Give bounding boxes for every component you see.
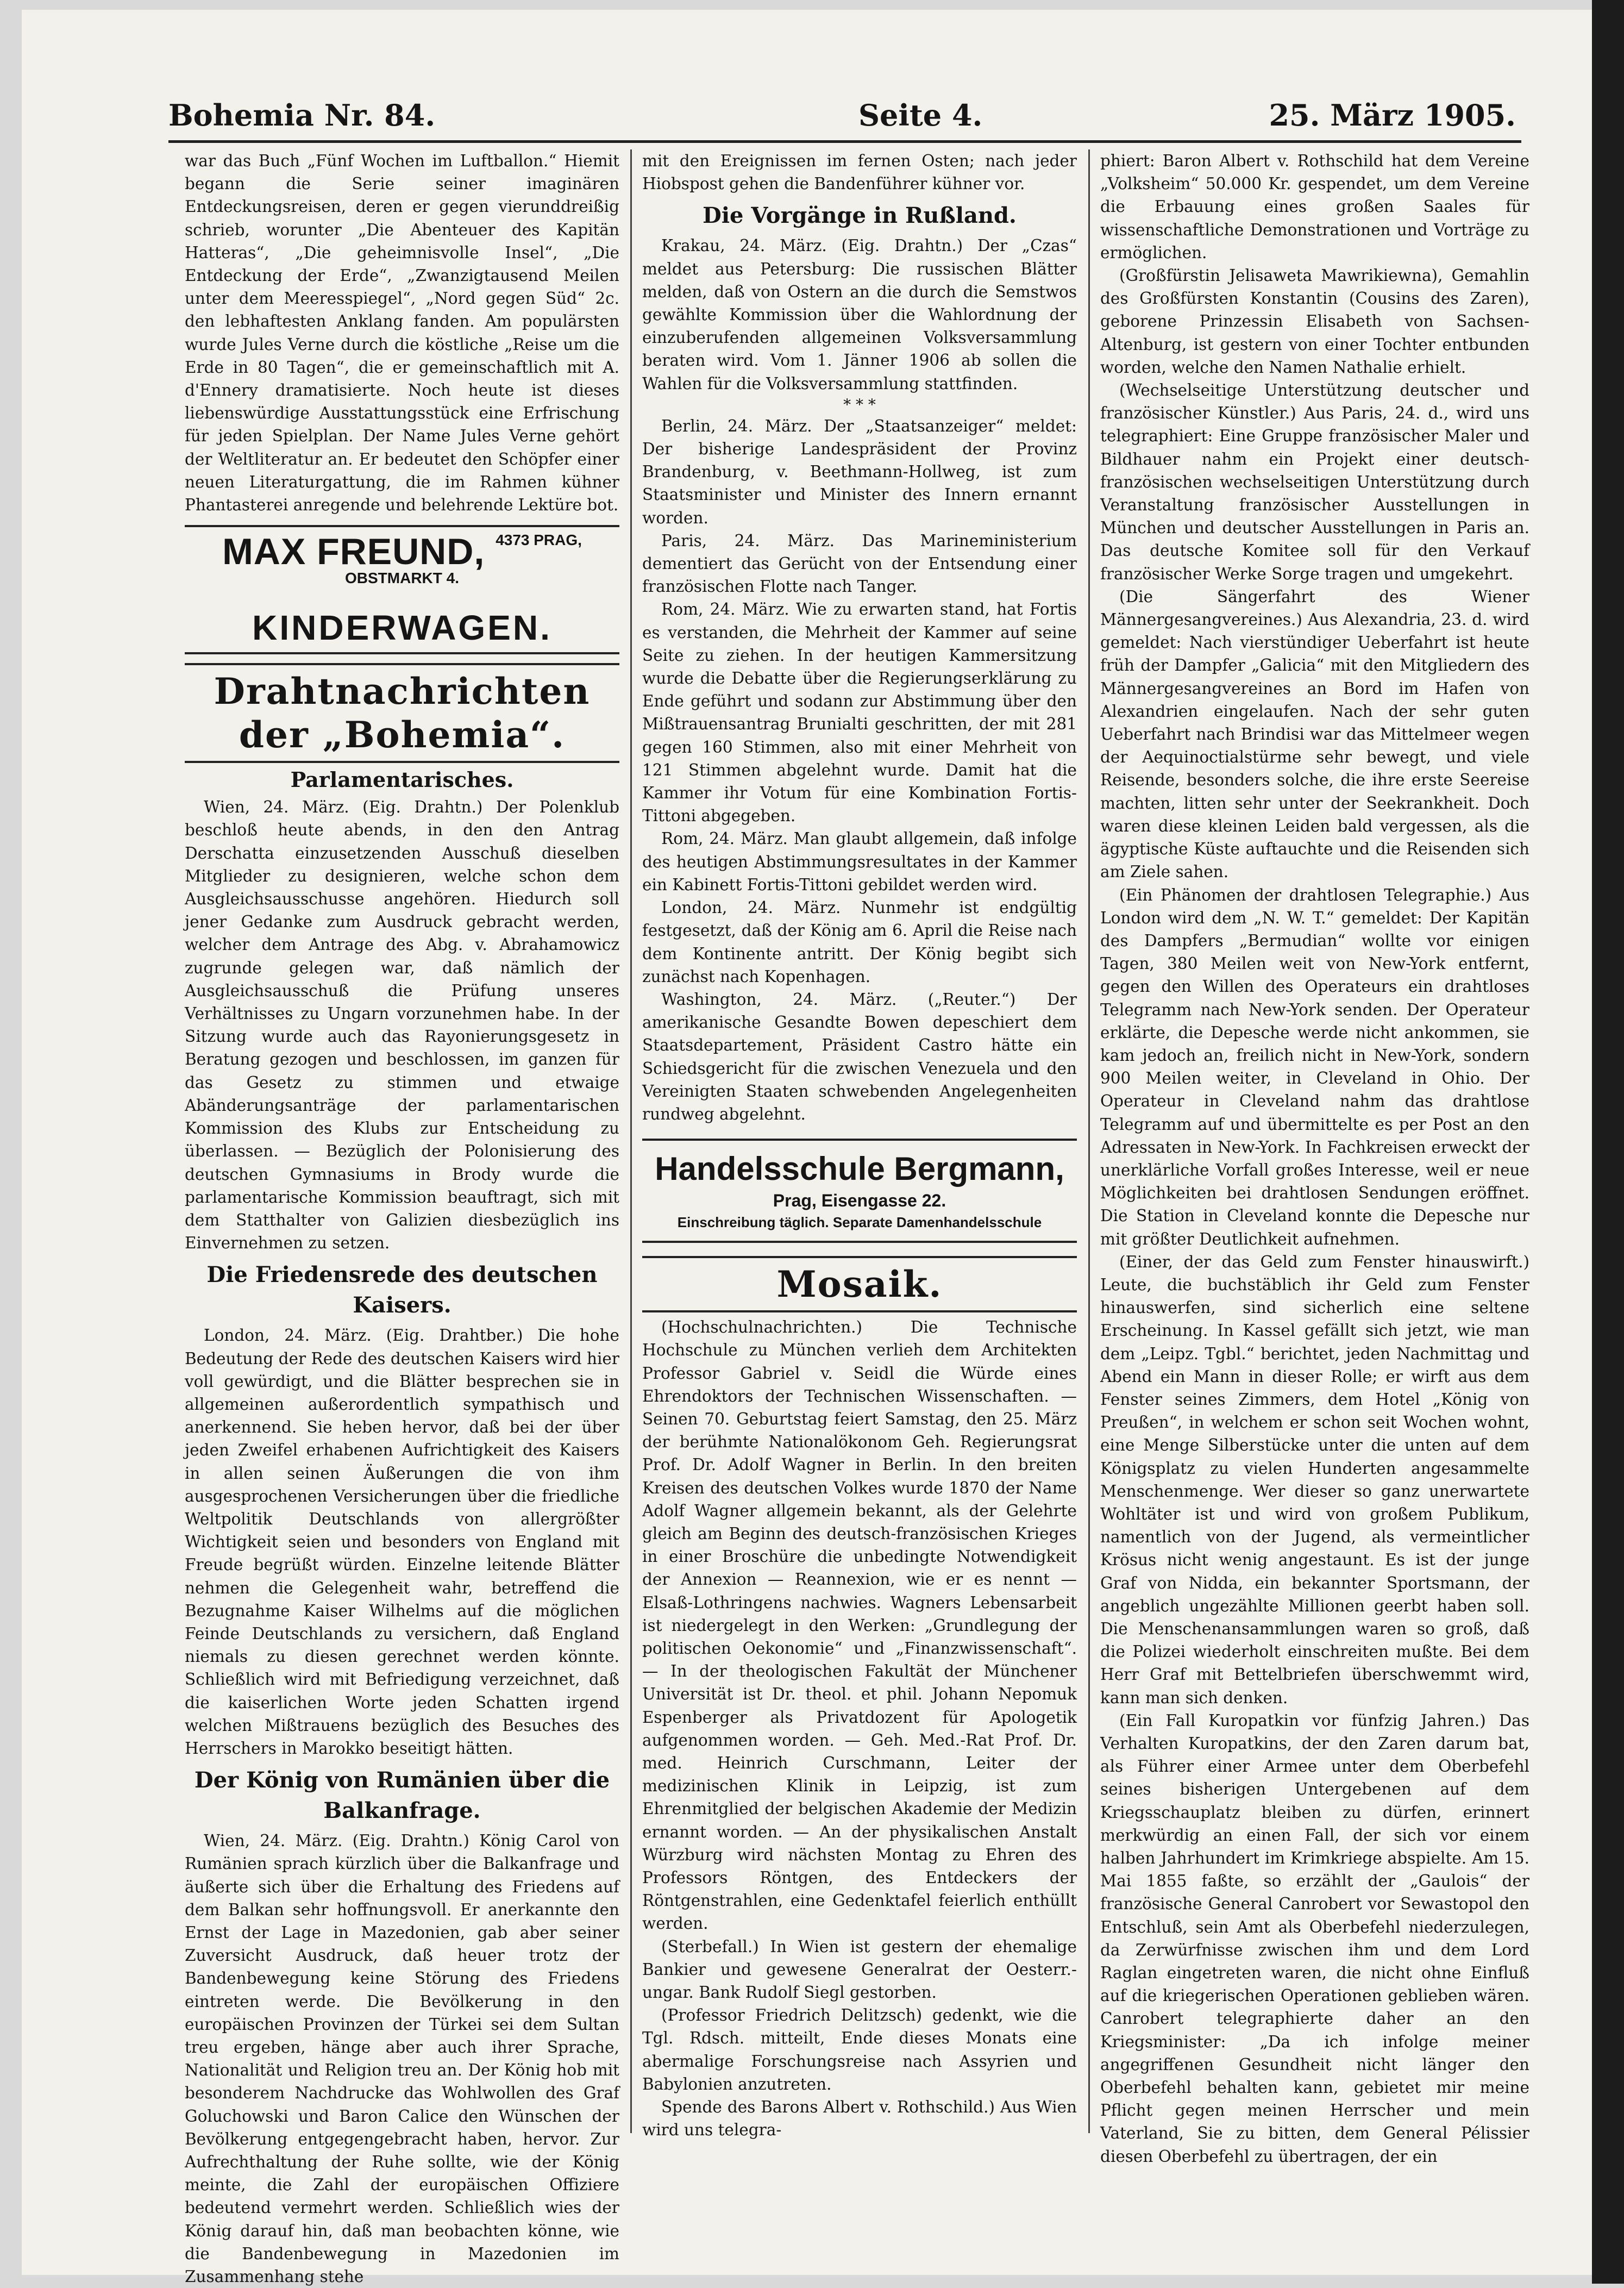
subheading-parlamentarisches: Parlamentarisches. xyxy=(290,767,514,792)
scan-border xyxy=(1592,0,1624,2284)
article-continuation: phiert: Baron Albert v. Rothschild hat dem Vereine „Volksheim“ 50.000 Kr. gespendet, um dem Vereine die Erbauung eines großen Saales für wissenschaftliche Demonstrationen und Vorträge zu ermöglichen. xyxy=(1100,152,1529,262)
news-item: Paris, 24. März. Das Marineministerium dementiert das Gerücht von der Entsendung einer französischen Flotte nach Tanger. xyxy=(642,531,1077,596)
mosaik-item: (Einer, der das Geld zum Fenster hinauswirft.) Leute, die buchstäblich ihr Geld zum Fenster hinauswerfen, sind sicherlich eine seltene Erscheinung. In Kassel gefällt sich jetzt, wie man dem „Leipz. Tgbl.“ berichtet, jeden Nachmittag und Abend ein Mann in dieser Rolle; er wirft aus dem Fenster seines Zimmers, dem Hotel „König von Preußen“, in welchem er schon seit Wochen wohnt, eine Menge Silberstücke unter die unten auf dem Königsplatz zu vielen Hunderten angesammelte Menschenmenge. Wer dieser so ganz unerwartete Wohltäter ist und wird von großem Publikum, namentlich von der Jugend, als vermeintlicher Krösus nicht wenig angestaunt. Es ist der junge Graf von Nidda, ein bekannter Sportsmann, der angeblich ungezählte Millionen geerbt haben soll. Die Menschenansammlungen waren so groß, daß die Polizei wiederholt einschreiten mußte. Bei dem Herr Graf mit Bettelbriefen überschwemmt wird, kann man sich denken. xyxy=(1100,1252,1529,1707)
ad-school-name: Handelsschule Bergmann, xyxy=(655,1151,1064,1187)
news-item: Wien, 24. März. (Eig. Drahtn.) König Carol von Rumänien sprach kürzlich über die Balkanfrage und äußerte sich über die Erhaltung des Friedens auf dem Balkan sehr hoffnungsvoll. Er anerkannte den Ernst der Lage in Mazedonien, gab aber seiner Zuversicht Ausdruck, daß heuer trotz der Bandenbewegung keine Störung des Friedens eintreten werde. Die Bevölkerung in den europäischen Provinzen der Türkei sei dem Sultan treu ergeben, hänge aber auch ihrer Sprache, Nationalität und Religion treu an. Der König hob mit besonderem Nachdrucke das Wohlwollen des Graf Goluchowski und Baron Calice den Wünschen der Bevölkerung entgegengebracht haben, hervor. Zur Aufrechthaltung der Ruhe sollte, wie der König meinte, die Zahl der europäischen Offiziere bedeutend vermehrt werden. Schließlich wies der König darauf hin, daß man beobachten könne, wie die Bandenbewegung in Mazedonien im Zusammenhang stehe xyxy=(185,1831,619,2286)
news-item: Washington, 24. März. („Reuter.“) Der amerikanische Gesandte Bowen depeschiert dem Staatsdepartement, Präsident Castro hätte ein Schiedsgericht für die zwischen Venezuela und den Vereinigten Staaten schwebenden Angelegenheiten rundweg abgelehnt. xyxy=(642,990,1077,1123)
news-item: London, 24. März. (Eig. Drahtber.) Die hohe Bedeutung der Rede des deutschen Kaisers wird hier voll gewürdigt, und die Blätter besprechen sie in allgemeinen außerordentlich sympathisch und anerkennend. Sie heben hervor, daß bei der über jeden Zweifel erhabenen Aufrichtigkeit des Kaisers in allen seinen Äußerungen die von ihm ausgesprochenen Versicherungen über die friedliche Weltpolitik Deutschlands von allergrößter Wichtigkeit seien und besonders von England mit Freude begrüßt würden. Einzelne leitende Blätter nehmen die Gelegenheit wahr, betreffend die Bezugnahme Kaiser Wilhelms auf die möglichen Feinde Deutschlands zu versichern, daß England niemals zu diesen gerechnet werden könnte. Schließlich wird mit Befriedigung verzeichnet, daß die kaiserlichen Worte jeden Schatten irgend welchen Mißtrauens bezüglich des Besuches des Herrschers in Marokko beseitigt hätten. xyxy=(185,1326,619,1758)
news-item: Rom, 24. März. Man glaubt allgemein, daß infolge des heutigen Abstimmungsresultates in der Kammer ein Kabinett Fortis-Tittoni gebildet werden wird. xyxy=(642,829,1077,894)
news-item: Krakau, 24. März. (Eig. Drahtn.) Der „Czas“ meldet aus Petersburg: Die russischen Blätter melden, daß von Ostern an die durch die Semstwos gewählte Kommission über die Wahlordnung der einzuberufenden allgemeinen Volksversammlung beraten wird. Vom 1. Jänner 1906 ab sollen die Wahlen für die Volksversammlung stattfinden. xyxy=(642,236,1077,393)
section-title-drahtnachrichten: Drahtnachrichten der „Bohemia“. xyxy=(185,663,619,763)
column-1 xyxy=(185,149,619,2286)
article-continuation: mit den Ereignissen im fernen Osten; nach jeder Hiobspost gehen die Bandenführer kühner vor. xyxy=(642,152,1077,193)
mosaik-item: (Die Sängerfahrt des Wiener Männergesangvereines.) Aus Alexandria, 23. d. wird gemeldet: Nach vierstündiger Ueberfahrt ist heute früh der Dampfer „Galicia“ mit den Mitgliedern des Männergesangvereines an Bord im Hafen von Alexandrien eingelaufen. Nach der sehr guten Ueberfahrt nach Brindisi war das Mittelmeer wegen der Aequinoctialstürme sehr bewegt, und viele Reisende, besonders solche, die ihre erste Seereise machten, litten sehr unter der Seekrankheit. Doch waren diese kleinen Leiden bald vergessen, als die ägyptische Küste auftauchte und die Reisenden sich am Ziele sahen. xyxy=(1100,587,1529,882)
ad-school-address: Prag, Eisengasse 22. xyxy=(773,1191,946,1211)
mosaik-item: Spende des Barons Albert v. Rothschild.) Aus Wien wird uns telegra- xyxy=(642,2098,1077,2140)
column-3 xyxy=(1100,149,1529,2166)
advertisement-handelsschule xyxy=(642,1139,1077,1243)
mosaik-item: (Großfürstin Jelisaweta Mawrikiewna), Gemahlin des Großfürsten Konstantin (Cousins des Zaren), geborene Prinzessin Elisabeth von Sachsen-Altenburg, ist gestern von einer Tochter entbunden worden, welche den Namen Nathalie erhielt. xyxy=(1100,266,1529,377)
news-item: London, 24. März. Nunmehr ist endgültig festgesetzt, daß der König am 6. April die Reise nach dem Kontinente antritt. Der König begibt sich zunächst nach Kopenhagen. xyxy=(642,898,1077,986)
article-continuation: war das Buch „Fünf Wochen im Luftballon.“ Hiemit begann die Serie seiner imaginären Entdeckungsreisen, deren er gegen vierunddreißig schrieb, worunter „Die Abenteuer des Kapitän Hatteras“, „Die geheimnisvolle Insel“, „Die Entdeckung der Erde“, „Zwanzigtausend Meilen unter dem Meeresspiegel“, „Nord gegen Süd“ 2c. den lebhaftesten Anklang fanden. Am populärsten wurde Jules Verne durch die köstliche „Reise um die Erde in 80 Tagen“, die er gemeinschaftlich mit A. d'Ennery dramatisierte. Noch heute ist dieses liebenswürdige Ausstattungsstück eine Erfrischung für jeden Spielplan. Der Name Jules Verne gehört der Weltliteratur an. Er bedeutet den Schöpfer einer neuen Literaturgattung, die im Rahmen kühner Phantasterei anregende und belehrende Lektüre bot. xyxy=(185,152,619,515)
mosaik-item: (Professor Friedrich Delitzsch) gedenkt, wie die Tgl. Rdsch. mitteilt, Ende dieses Monats eine abermalige Forschungsreise nach Assyrien und Babylonien anzutreten. xyxy=(642,2006,1077,2093)
section-title-mosaik: Mosaik. xyxy=(642,1256,1077,1312)
news-item: Wien, 24. März. (Eig. Drahtn.) Der Polenklub beschloß heute abends, in den den Antrag Derschatta einzusetzenden Ausschuß dieselben Mitglieder zu designieren, welche schon dem Ausgleichsausschusse angehören. Hiedurch soll jener Gedanke zum Ausdruck gebracht werden, welcher dem Antrage des Abg. v. Abrahamowicz zugrunde gelegen war, daß nämlich der Ausgleichsausschuß die Prüfung unseres Verhältnisses zu Ungarn vorzunehmen habe. In der Sitzung wurde auch das Rayonierungsgesetz in Beratung gezogen und beschlossen, im ganzen für das Gesetz zu stimmen und etwaige Abänderungsanträge der parlamentarischen Kommission des Klubs zur Entscheidung zu überlassen. — Bezüglich der Polonisierung des deutschen Gymnasiums in Brody wurde die parlamentarische Kommission beauftragt, sich mit dem Statthalter von Galizien diesbezüglich ins Einvernehmen zu setzen. xyxy=(185,798,619,1253)
news-item: Rom, 24. März. Wie zu erwarten stand, hat Fortis es verstanden, die Mehrheit der Kammer auf seine Seite zu ziehen. In der heutigen Kammersitzung wurde die Debatte über die Regierungserklärung zu Ende geführt und sodann zur Abstimmung über den Mißtrauensantrag Brunialti geschritten, der mit 281 gegen 160 Stimmen, also mit einer Mehrheit von 121 Stimmen abgelehnt wurde. Damit hat die Kammer ihr Votum für eine Kombination Fortis-Tittoni abgegeben. xyxy=(642,600,1077,826)
ad-product: KINDERWAGEN. xyxy=(252,608,552,648)
mosaik-item: (Wechselseitige Unterstützung deutscher und französischer Künstler.) Aus Paris, 24. d., wird uns telegraphiert: Eine Gruppe französischer Maler und Bildhauer nahm ein Projekt einer deutsch-französischen wechselseitigen Unterstützung durch Veranstaltung französischer Ausstellungen in München und deutscher Ausstellungen in Paris an. Das deutsche Komitee soll für den Verkauf französischer Werke Sorge tragen und umgekehrt. xyxy=(1100,381,1529,583)
mosaik-item: (Sterbefall.) In Wien ist gestern der ehemalige Bankier und gewesene Generalrat der Oesterr.-ungar. Bank Rudolf Siegl gestorben. xyxy=(642,1937,1077,2002)
ad-name: MAX FREUND, xyxy=(222,531,485,573)
page-header xyxy=(147,92,1527,141)
header-rule xyxy=(168,140,1521,143)
header-date: 25. März 1905. xyxy=(1269,98,1516,133)
subheading-russland: Die Vorgänge in Rußland. xyxy=(703,203,1017,229)
mosaik-item: (Ein Fall Kuropatkin vor fünfzig Jahren.) Das Verhalten Kuropatkins, der den Zaren darum bat, als Führer einer Armee unter dem Oberbefehl seines bisherigen Untergebenen auf dem Kriegsschauplatz bleiben zu dürfen, erinnert merkwürdig an einen Fall, der sich vor einem halben Jahrhundert im Krimkriege abspielte. Am 15. Mai 1855 faßte, so erzählt der „Gaulois“ der französische General Canrobert vor Sewastopol den Entschluß, sein Amt als Oberbefehl niederzulegen, da Zerwürfnisse zwischen ihm und dem Lord Raglan eingetreten waren, die nicht ohne Einfluß auf die kriegerischen Operationen geblieben wären. Canrobert telegraphierte daher an den Kriegsminister: „Da ich infolge meiner angegriffenen Gesundheit nicht länger den Oberbefehl behalten kann, gebietet mir meine Pflicht gegen meinen Herrscher und mein Vaterland, Sie zu bitten, dem General Pélissier diesen Oberbefehl zu übertragen, der ein xyxy=(1100,1711,1529,2166)
subheading-rumaenien: Der König von Rumänien über die Balkanfrage. xyxy=(194,1767,610,1824)
column-divider xyxy=(1088,149,1090,2133)
ad-school-note: Einschreibung täglich. Separate Damenhandelsschule xyxy=(677,1214,1042,1231)
mosaik-item: (Ein Phänomen der drahtlosen Telegraphie.) Aus London wird dem „N. W. T.“ gemeldet: Der Kapitän des Dampfers „Bermudian“ wollte vor einigen Tagen, 380 Meilen weit von New-York entfernt, gegen den Willen des Operateurs ein drahtloses Telegramm nach New-York senden. Der Operateur erklärte, die Depesche werde nicht ankommen, sie kam jedoch an, freilich nicht in New-York, sondern 900 Meilen weiter, in Cleveland in Ohio. Der Operateur in Cleveland nahm das drahtlose Telegramm auf und übermittelte es per Post an den Adressaten in New-York. In Fachkreisen erweckt der unerklärliche Vorfall großes Interesse, weil er neue Möglichkeiten bei drahtlosen Sendungen eröffnet. Die Station in Cleveland konnte die Depesche nur mit größter Deutlichkeit aufnehmen. xyxy=(1100,885,1529,1248)
ad-address: 4373 PRAG, OBSTMARKT 4. xyxy=(345,532,582,587)
separator-stars: * * * xyxy=(843,395,876,414)
news-item: Berlin, 24. März. Der „Staatsanzeiger“ meldet: Der bisherige Landespräsident der Provinz Brandenburg, v. Beethmann-Hollweg, ist zum Staatsminister und Minister des Innern ernannt worden. xyxy=(642,416,1077,527)
column-divider xyxy=(630,149,632,2133)
header-issue: Bohemia Nr. 84. xyxy=(168,98,436,133)
mosaik-item: (Hochschulnachrichten.) Die Technische Hochschule zu München verlieh dem Architekten Professor Gabriel v. Seidl die Würde eines Ehrendoktors der Technischen Wissenschaften. — Seinen 70. Geburtstag feiert Samstag, den 25. März der berühmte Nationalökonom Geh. Regierungsrat Prof. Dr. Adolf Wagner in Berlin. In den breiten Kreisen des deutschen Volkes wurde 1870 der Name Adolf Wagner allgemein bekannt, als der Gelehrte gleich am Beginn des deutsch-französischen Krieges in einer Broschüre die unbedingte Notwendigkeit der Annexion — Reannexion, wie er es nennt — Elsaß-Lothringens nachwies. Wagners Lebensarbeit ist niedergelegt in den Werken: „Grundlegung der politischen Oekonomie“ und „Finanzwissenschaft“. — In der theologischen Fakultät der Münchener Universität ist Dr. theol. et phil. Johann Nepomuk Espenberger als Privatdozent für Apologetik aufgenommen worden. — Geh. Med.-Rat Prof. Dr. med. Heinrich Curschmann, Leiter der medizinischen Klinik in Leipzig, ist zum Ehrenmitglied der belgischen Akademie der Medizin ernannt worden. — An der physikalischen Anstalt Würzburg wird nächsten Montag zu Ehren des Professors Röntgen, des Entdeckers der Röntgenstrahlen, eine Gedenktafel feierlich enthüllt werden. xyxy=(642,1318,1077,1933)
subheading-friedensrede: Die Friedensrede des deutschen Kaisers. xyxy=(206,1262,598,1318)
column-2 xyxy=(642,149,1077,2139)
header-page-number: Seite 4. xyxy=(858,98,983,133)
advertisement-max-freund xyxy=(185,525,619,654)
